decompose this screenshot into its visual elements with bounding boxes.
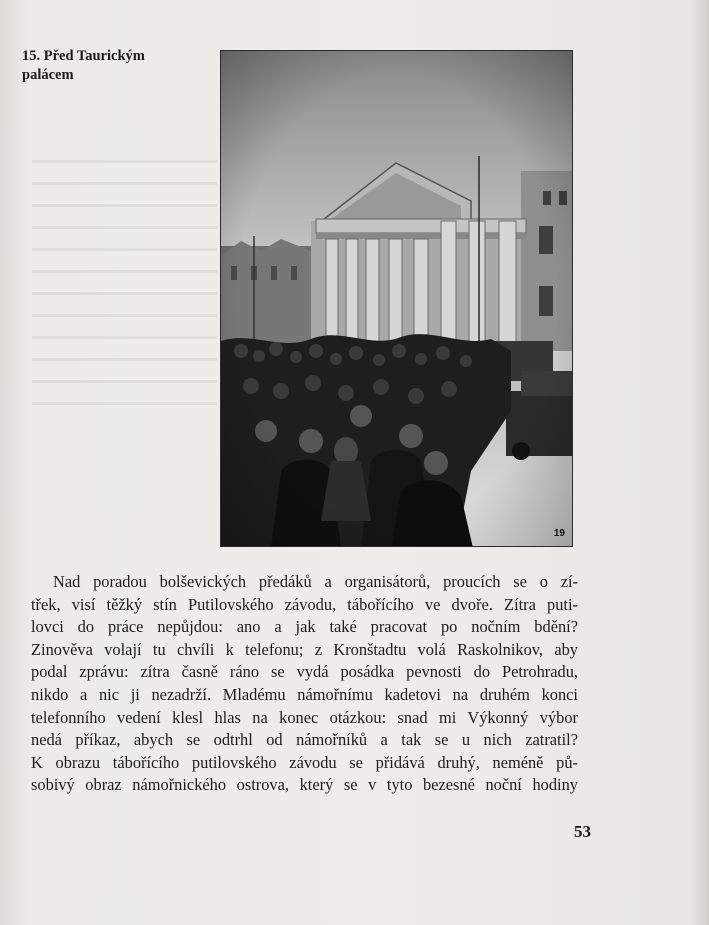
caption-line-2: palácem xyxy=(22,67,74,83)
text-line: Nad poradou bolševických předáků a organisátorů, proucích se o zí- xyxy=(53,572,578,591)
text-line: třek, visí těžký stín Putilovského závodu, tábořícího ve dvoře. Zítra puti- xyxy=(31,594,578,614)
text-line: K obrazu tábořícího putilovského závodu se přidává druhý, neméně pů- xyxy=(31,752,578,772)
page-number: 53 xyxy=(574,822,591,841)
text-line: Zinověva volají tu chvíli k telefonu; z Kronštadtu volá Raskolnikov, aby xyxy=(31,639,578,659)
text-line: lovci do práce nepůjdou: ano a jak také pracovat po nočním bdění? xyxy=(31,617,578,637)
text-line: telefonního vedení klesl hlas na konec otázkou: snad mi Výkonný výbor xyxy=(31,707,578,727)
caption-line-1: 15. Před Taurickým xyxy=(22,48,145,64)
text-line: nikdo a nic ji nezadrží. Mladému námořnímu kadetovi na druhém konci xyxy=(31,684,578,704)
plate-number: 19 xyxy=(553,528,565,539)
bleed-through-texture xyxy=(32,150,217,410)
text-line: podal zprávu: zítra časně ráno se vydá posádka pevnosti do Petrohradu, xyxy=(31,662,578,682)
figure-caption xyxy=(22,47,192,85)
photograph-tauride-palace xyxy=(220,50,573,547)
body-paragraph xyxy=(31,571,578,797)
photograph-crowd-before-tauride-palace-icon xyxy=(221,51,573,547)
text-line: nedá příkaz, abych se odtrhl od námořníků a tak se u nich zatratil? xyxy=(31,730,578,750)
text-line: sobivý obraz námořnického ostrova, který se v tyto bezesné noční hodiny xyxy=(31,775,578,795)
